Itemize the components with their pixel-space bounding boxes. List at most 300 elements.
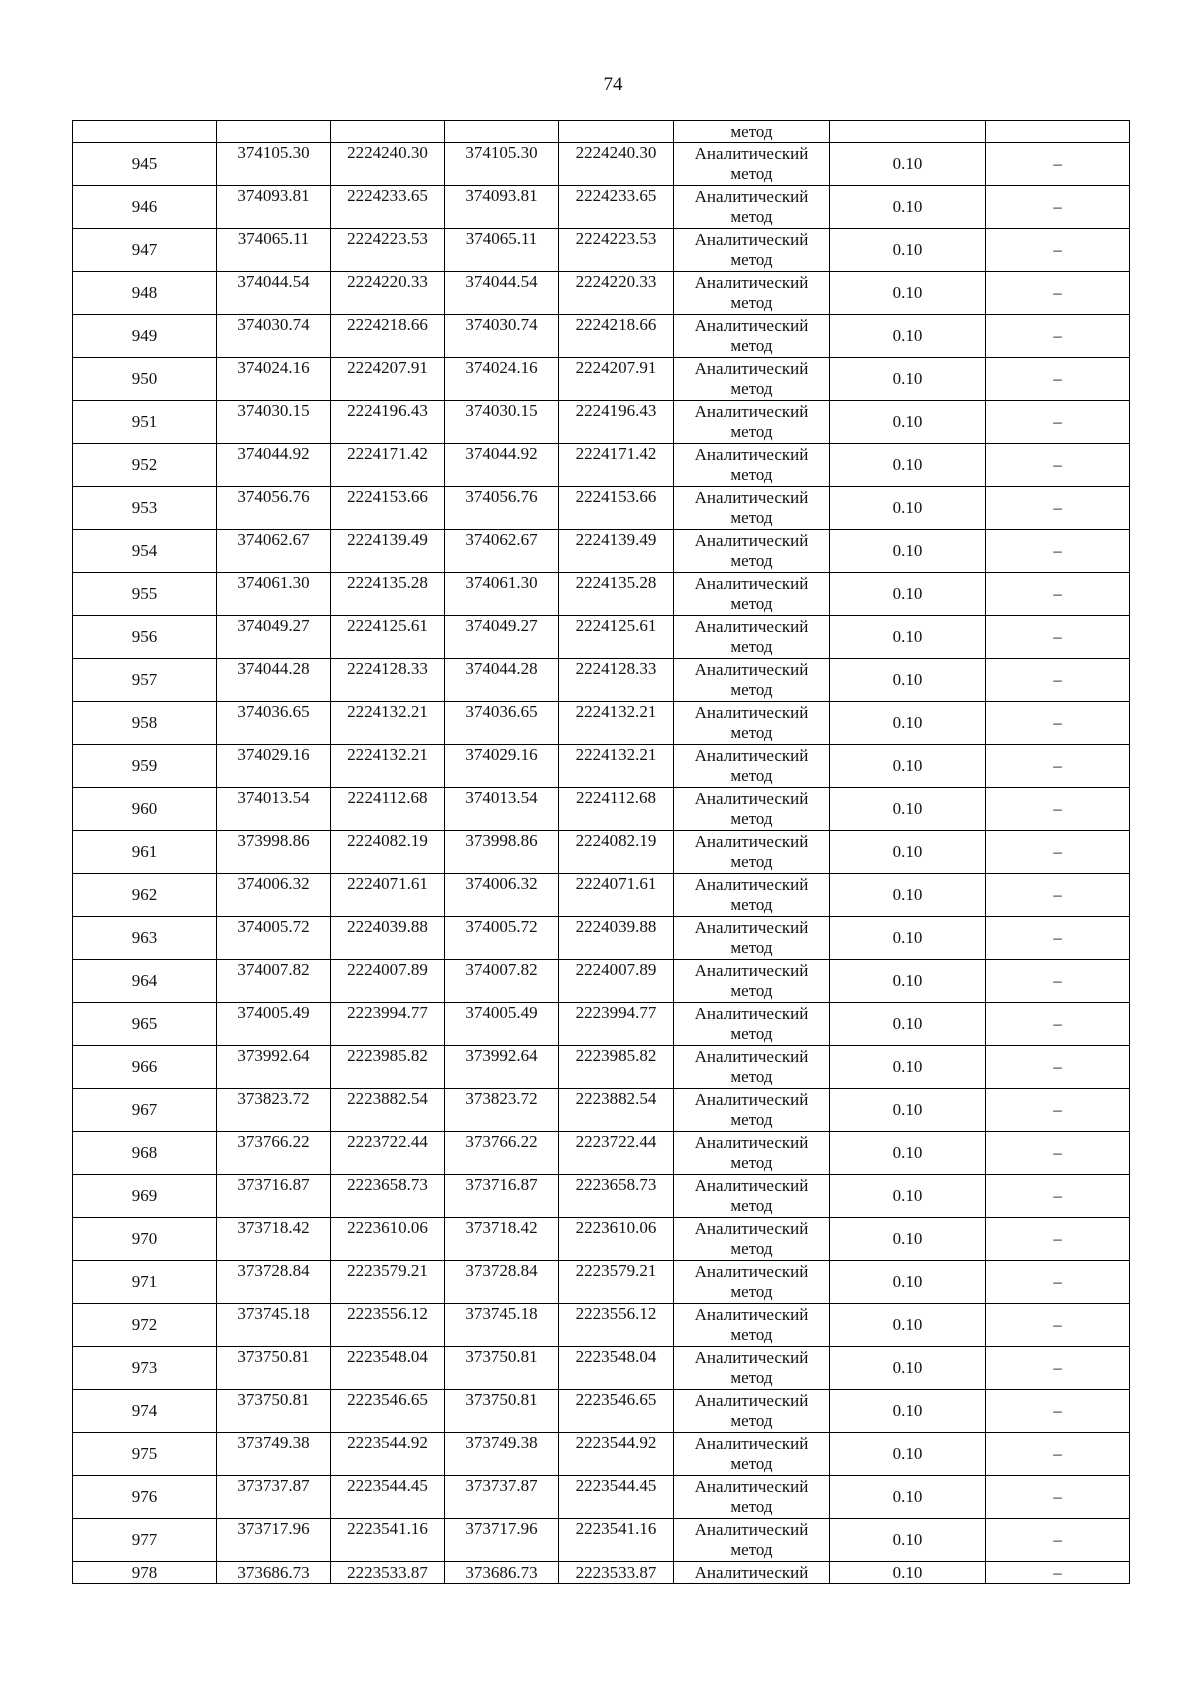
table-row <box>73 745 1130 788</box>
cell-y2: 2224125.61 <box>559 616 674 659</box>
table-row <box>73 1132 1130 1175</box>
cell-x1: 374044.92 <box>217 444 331 487</box>
method-line-1: Аналитический <box>694 1348 809 1367</box>
cell-y1: 2224039.88 <box>331 917 445 960</box>
cell-accuracy: 0.10 <box>830 1089 986 1132</box>
cell-x2: 374007.82 <box>445 960 559 1003</box>
method-line-1: Аналитический <box>694 230 809 249</box>
cell-accuracy: 0.10 <box>830 1304 986 1347</box>
table-row <box>73 272 1130 315</box>
cell-y2: 2223722.44 <box>559 1132 674 1175</box>
method-line-1: Аналитический <box>694 703 809 722</box>
cell-dash: – <box>986 1433 1130 1476</box>
cell-point-number: 976 <box>73 1476 217 1519</box>
cell-point-number: 974 <box>73 1390 217 1433</box>
cell-y2: 2224218.66 <box>559 315 674 358</box>
cell-y2: 2224082.19 <box>559 831 674 874</box>
cell-x1: 373992.64 <box>217 1046 331 1089</box>
method-line-1: Аналитический <box>694 1176 809 1195</box>
cell-method <box>674 186 830 229</box>
cell-x1: 374030.15 <box>217 401 331 444</box>
cell-dash: – <box>986 960 1130 1003</box>
cell-y1: 2223541.16 <box>331 1519 445 1562</box>
cell-dash: – <box>986 1476 1130 1519</box>
method-line-2: метод <box>730 1153 773 1172</box>
cell-y2: 2224112.68 <box>559 788 674 831</box>
table-row <box>73 1046 1130 1089</box>
cell-accuracy: 0.10 <box>830 186 986 229</box>
method-line-1: Аналитический <box>694 961 809 980</box>
cell-y2: 2223882.54 <box>559 1089 674 1132</box>
cell-dash: – <box>986 788 1130 831</box>
cell-dash: – <box>986 1261 1130 1304</box>
method-line-1: Аналитический <box>694 1520 809 1539</box>
method-line-1: Аналитический <box>694 1434 809 1453</box>
cell-accuracy: 0.10 <box>830 143 986 186</box>
cell-dash: – <box>986 1046 1130 1089</box>
cell-point-number: 960 <box>73 788 217 831</box>
cell-accuracy: 0.10 <box>830 401 986 444</box>
cell-y2: 2223985.82 <box>559 1046 674 1089</box>
cell-method <box>674 1347 830 1390</box>
cell-dash: – <box>986 487 1130 530</box>
cell-y2: 2224223.53 <box>559 229 674 272</box>
cell-dash: – <box>986 272 1130 315</box>
cell-accuracy: 0.10 <box>830 1175 986 1218</box>
cell-point-number: 952 <box>73 444 217 487</box>
cell-accuracy: 0.10 <box>830 874 986 917</box>
cell-point-number: 949 <box>73 315 217 358</box>
method-line-2: метод <box>730 1497 773 1516</box>
cell-y1: 2223533.87 <box>331 1562 445 1584</box>
method-line-1: Аналитический <box>694 832 809 851</box>
table-row <box>73 401 1130 444</box>
cell-method <box>674 401 830 444</box>
cell-point-number: 970 <box>73 1218 217 1261</box>
cell-dash: – <box>986 831 1130 874</box>
method-line-1: Аналитический <box>694 273 809 292</box>
cell-accuracy: 0.10 <box>830 659 986 702</box>
cell-accuracy: 0.10 <box>830 229 986 272</box>
cell-x1: 373717.96 <box>217 1519 331 1562</box>
method-line-2: метод <box>730 250 773 269</box>
cell-x2: 374006.32 <box>445 874 559 917</box>
table-row <box>73 1476 1130 1519</box>
method-line-2: метод <box>730 1411 773 1430</box>
cell-y1: 2224196.43 <box>331 401 445 444</box>
method-line-2: метод <box>730 379 773 398</box>
cell-dash: – <box>986 229 1130 272</box>
cell-accuracy: 0.10 <box>830 1433 986 1476</box>
table-row <box>73 573 1130 616</box>
cell-point-number: 966 <box>73 1046 217 1089</box>
cell-y1: 2224135.28 <box>331 573 445 616</box>
cell-y2: 2223533.87 <box>559 1562 674 1584</box>
cell-y2: 2223544.92 <box>559 1433 674 1476</box>
cell-point-number: 977 <box>73 1519 217 1562</box>
cell-accuracy: 0.10 <box>830 788 986 831</box>
cell-y1: 2223610.06 <box>331 1218 445 1261</box>
cell-method <box>674 1519 830 1562</box>
cell-y1: 2224218.66 <box>331 315 445 358</box>
cell-x2: 374049.27 <box>445 616 559 659</box>
cell-method <box>674 788 830 831</box>
cell-dash: – <box>986 315 1130 358</box>
cell-method <box>674 1003 830 1046</box>
cell-y1 <box>331 121 445 143</box>
cell-y1: 2224128.33 <box>331 659 445 702</box>
table-row <box>73 960 1130 1003</box>
cell-x2: 373718.42 <box>445 1218 559 1261</box>
method-line-2: метод <box>730 637 773 656</box>
table-row <box>73 1089 1130 1132</box>
page-number: 74 <box>603 74 623 95</box>
cell-x1: 374044.28 <box>217 659 331 702</box>
cell-y2: 2223579.21 <box>559 1261 674 1304</box>
cell-y2: 2224039.88 <box>559 917 674 960</box>
cell-point-number: 948 <box>73 272 217 315</box>
cell-point-number: 967 <box>73 1089 217 1132</box>
cell-x1: 374049.27 <box>217 616 331 659</box>
table-row <box>73 1433 1130 1476</box>
cell-y1: 2224132.21 <box>331 702 445 745</box>
cell-x2: 374093.81 <box>445 186 559 229</box>
method-line-1: Аналитический <box>694 1391 809 1410</box>
cell-y2: 2224153.66 <box>559 487 674 530</box>
cell-accuracy: 0.10 <box>830 917 986 960</box>
cell-y2: 2223548.04 <box>559 1347 674 1390</box>
cell-accuracy: 0.10 <box>830 1046 986 1089</box>
method-line-2: метод <box>730 852 773 871</box>
cell-method <box>674 659 830 702</box>
cell-y1: 2224082.19 <box>331 831 445 874</box>
cell-point-number: 958 <box>73 702 217 745</box>
cell-y1: 2224220.33 <box>331 272 445 315</box>
cell-x1: 374036.65 <box>217 702 331 745</box>
cell-method: Аналитический <box>674 1562 830 1584</box>
cell-dash: – <box>986 358 1130 401</box>
method-line-1: Аналитический <box>694 660 809 679</box>
cell-x2: 374029.16 <box>445 745 559 788</box>
cell-y1: 2223882.54 <box>331 1089 445 1132</box>
cell-accuracy: 0.10 <box>830 1476 986 1519</box>
table-row <box>73 358 1130 401</box>
cell-point-number: 968 <box>73 1132 217 1175</box>
table-row <box>73 874 1130 917</box>
cell-method <box>674 1304 830 1347</box>
method-line-2: метод <box>730 336 773 355</box>
cell-accuracy: 0.10 <box>830 530 986 573</box>
cell-x2: 373716.87 <box>445 1175 559 1218</box>
cell-y1: 2224171.42 <box>331 444 445 487</box>
cell-y1: 2223658.73 <box>331 1175 445 1218</box>
cell-x2: 374036.65 <box>445 702 559 745</box>
method-line-2: метод <box>730 895 773 914</box>
cell-y2: 2223658.73 <box>559 1175 674 1218</box>
cell-point-number: 969 <box>73 1175 217 1218</box>
cell-point-number: 975 <box>73 1433 217 1476</box>
cell-dash: – <box>986 702 1130 745</box>
cell-dash: – <box>986 573 1130 616</box>
method-line-1: Аналитический <box>694 617 809 636</box>
method-line-2: метод <box>730 1540 773 1559</box>
cell-method <box>674 530 830 573</box>
method-line-1: Аналитический <box>694 1090 809 1109</box>
table-row <box>73 1519 1130 1562</box>
cell-dash: – <box>986 616 1130 659</box>
table-row <box>73 1562 1130 1584</box>
cell-x1 <box>217 121 331 143</box>
cell-method <box>674 1433 830 1476</box>
cell-dash: – <box>986 874 1130 917</box>
cell-y1: 2224132.21 <box>331 745 445 788</box>
table-row <box>73 444 1130 487</box>
table-row <box>73 616 1130 659</box>
table-row <box>73 1175 1130 1218</box>
cell-accuracy: 0.10 <box>830 831 986 874</box>
cell-y1: 2223722.44 <box>331 1132 445 1175</box>
cell-dash: – <box>986 1304 1130 1347</box>
cell-accuracy: 0.10 <box>830 1261 986 1304</box>
cell-x1: 374007.82 <box>217 960 331 1003</box>
table-row <box>73 487 1130 530</box>
cell-y2: 2223546.65 <box>559 1390 674 1433</box>
cell-accuracy: 0.10 <box>830 745 986 788</box>
cell-x1: 373728.84 <box>217 1261 331 1304</box>
cell-x1: 374013.54 <box>217 788 331 831</box>
method-line-1: Аналитический <box>694 402 809 421</box>
cell-dash: – <box>986 530 1130 573</box>
cell-x2: 374062.67 <box>445 530 559 573</box>
cell-method <box>674 444 830 487</box>
cell-y2: 2224220.33 <box>559 272 674 315</box>
cell-y1: 2223985.82 <box>331 1046 445 1089</box>
cell-point-number: 945 <box>73 143 217 186</box>
table-row <box>73 530 1130 573</box>
cell-dash: – <box>986 1562 1130 1584</box>
cell-y2: 2224171.42 <box>559 444 674 487</box>
cell-method <box>674 1132 830 1175</box>
table-row <box>73 1261 1130 1304</box>
cell-x2: 373745.18 <box>445 1304 559 1347</box>
method-line-1: Аналитический <box>694 918 809 937</box>
method-line-2: метод <box>730 465 773 484</box>
cell-point-number: 972 <box>73 1304 217 1347</box>
cell-method <box>674 1218 830 1261</box>
cell-accuracy: 0.10 <box>830 702 986 745</box>
cell-dash: – <box>986 1003 1130 1046</box>
cell-y1: 2224112.68 <box>331 788 445 831</box>
table-row <box>73 143 1130 186</box>
cell-x2: 373686.73 <box>445 1562 559 1584</box>
cell-y2: 2224207.91 <box>559 358 674 401</box>
cell-x2: 374065.11 <box>445 229 559 272</box>
cell-accuracy: 0.10 <box>830 315 986 358</box>
cell-x1: 373998.86 <box>217 831 331 874</box>
cell-accuracy: 0.10 <box>830 1132 986 1175</box>
cell-point-number: 950 <box>73 358 217 401</box>
method-line-2: метод <box>730 1110 773 1129</box>
method-line-1: Аналитический <box>694 746 809 765</box>
cell-method <box>674 143 830 186</box>
method-line-2: метод <box>730 1454 773 1473</box>
cell-method <box>674 1046 830 1089</box>
cell-x2: 373749.38 <box>445 1433 559 1476</box>
cell-y2: 2223556.12 <box>559 1304 674 1347</box>
method-line-2: метод <box>730 938 773 957</box>
cell-y2: 2224007.89 <box>559 960 674 1003</box>
cell-dash: – <box>986 1132 1130 1175</box>
cell-x1: 374061.30 <box>217 573 331 616</box>
cell-accuracy: 0.10 <box>830 1519 986 1562</box>
cell-accuracy <box>830 121 986 143</box>
method-line-1: Аналитический <box>694 316 809 335</box>
cell-y2: 2223994.77 <box>559 1003 674 1046</box>
method-line-1: Аналитический <box>694 875 809 894</box>
method-line-2: метод <box>730 1368 773 1387</box>
cell-x2: 374030.74 <box>445 315 559 358</box>
cell-x2: 373750.81 <box>445 1347 559 1390</box>
cell-x1: 374024.16 <box>217 358 331 401</box>
cell-point-number: 973 <box>73 1347 217 1390</box>
cell-x2: 373728.84 <box>445 1261 559 1304</box>
cell-method <box>674 874 830 917</box>
cell-method: метод <box>674 121 830 143</box>
cell-method <box>674 960 830 1003</box>
cell-accuracy: 0.10 <box>830 272 986 315</box>
method-line-1: Аналитический <box>694 789 809 808</box>
cell-method <box>674 1476 830 1519</box>
cell-point-number: 964 <box>73 960 217 1003</box>
cell-dash: – <box>986 1390 1130 1433</box>
cell-x2: 373992.64 <box>445 1046 559 1089</box>
cell-x1: 373716.87 <box>217 1175 331 1218</box>
cell-accuracy: 0.10 <box>830 1562 986 1584</box>
cell-point-number: 946 <box>73 186 217 229</box>
cell-accuracy: 0.10 <box>830 358 986 401</box>
cell-point-number: 955 <box>73 573 217 616</box>
method-line-1: Аналитический <box>694 488 809 507</box>
table-row <box>73 1390 1130 1433</box>
cell-accuracy: 0.10 <box>830 1218 986 1261</box>
method-line-1: Аналитический <box>694 531 809 550</box>
cell-y1: 2224153.66 <box>331 487 445 530</box>
method-line-2: метод <box>730 680 773 699</box>
cell-point-number: 947 <box>73 229 217 272</box>
table-row <box>73 831 1130 874</box>
cell-point-number: 954 <box>73 530 217 573</box>
cell-x2: 374044.54 <box>445 272 559 315</box>
cell-y1: 2223548.04 <box>331 1347 445 1390</box>
method-line-2: метод <box>730 1282 773 1301</box>
cell-y2: 2224132.21 <box>559 702 674 745</box>
coordinates-table <box>72 120 1130 1584</box>
cell-accuracy: 0.10 <box>830 1390 986 1433</box>
cell-point-number: 959 <box>73 745 217 788</box>
cell-y2: 2224132.21 <box>559 745 674 788</box>
cell-method <box>674 229 830 272</box>
cell-dash: – <box>986 143 1130 186</box>
cell-x1: 374005.72 <box>217 917 331 960</box>
cell-point-number: 951 <box>73 401 217 444</box>
cell-x1: 374056.76 <box>217 487 331 530</box>
cell-method <box>674 1390 830 1433</box>
cell-y2 <box>559 121 674 143</box>
cell-point-number: 962 <box>73 874 217 917</box>
cell-x1: 374065.11 <box>217 229 331 272</box>
table-row <box>73 1304 1130 1347</box>
cell-accuracy: 0.10 <box>830 487 986 530</box>
cell-accuracy: 0.10 <box>830 1347 986 1390</box>
cell-dash: – <box>986 186 1130 229</box>
method-line-1: Аналитический <box>694 1262 809 1281</box>
method-line-2: метод <box>730 164 773 183</box>
cell-x1: 373745.18 <box>217 1304 331 1347</box>
cell-y1: 2223556.12 <box>331 1304 445 1347</box>
cell-y1: 2224207.91 <box>331 358 445 401</box>
cell-y1: 2223579.21 <box>331 1261 445 1304</box>
cell-x2: 373737.87 <box>445 1476 559 1519</box>
cell-y2: 2223541.16 <box>559 1519 674 1562</box>
cell-dash: – <box>986 1218 1130 1261</box>
cell-x2: 374005.72 <box>445 917 559 960</box>
cell-dash: – <box>986 1347 1130 1390</box>
cell-point-number: 961 <box>73 831 217 874</box>
cell-point-number: 978 <box>73 1562 217 1584</box>
cell-method <box>674 745 830 788</box>
method-line-1: Аналитический <box>694 1305 809 1324</box>
table-row <box>73 1218 1130 1261</box>
table-row <box>73 659 1130 702</box>
method-line-1: Аналитический <box>694 359 809 378</box>
cell-x2 <box>445 121 559 143</box>
cell-point-number: 963 <box>73 917 217 960</box>
cell-method <box>674 917 830 960</box>
method-line-1: Аналитический <box>694 1004 809 1023</box>
method-line-1: Аналитический <box>694 445 809 464</box>
cell-y2: 2224128.33 <box>559 659 674 702</box>
method-line-2: метод <box>730 551 773 570</box>
cell-x1: 374029.16 <box>217 745 331 788</box>
cell-dash: – <box>986 659 1130 702</box>
cell-method <box>674 702 830 745</box>
cell-y1: 2224071.61 <box>331 874 445 917</box>
method-line-2: метод <box>730 766 773 785</box>
cell-dash: – <box>986 1519 1130 1562</box>
cell-x2: 373750.81 <box>445 1390 559 1433</box>
cell-x1: 373718.42 <box>217 1218 331 1261</box>
method-line-1: Аналитический <box>694 187 809 206</box>
cell-point-number: 953 <box>73 487 217 530</box>
method-line-1: Аналитический <box>694 1047 809 1066</box>
method-line-2: метод <box>730 1196 773 1215</box>
cell-x1: 373750.81 <box>217 1390 331 1433</box>
cell-accuracy: 0.10 <box>830 616 986 659</box>
table-row <box>73 229 1130 272</box>
cell-x2: 374044.92 <box>445 444 559 487</box>
cell-y1: 2224240.30 <box>331 143 445 186</box>
cell-accuracy: 0.10 <box>830 444 986 487</box>
table-row <box>73 1003 1130 1046</box>
cell-x1: 373686.73 <box>217 1562 331 1584</box>
cell-y1: 2223994.77 <box>331 1003 445 1046</box>
cell-point-number: 971 <box>73 1261 217 1304</box>
cell-dash: – <box>986 1175 1130 1218</box>
method-line-2: метод <box>730 1024 773 1043</box>
cell-y1: 2224125.61 <box>331 616 445 659</box>
table-row <box>73 121 1130 143</box>
method-line-2: метод <box>730 981 773 1000</box>
